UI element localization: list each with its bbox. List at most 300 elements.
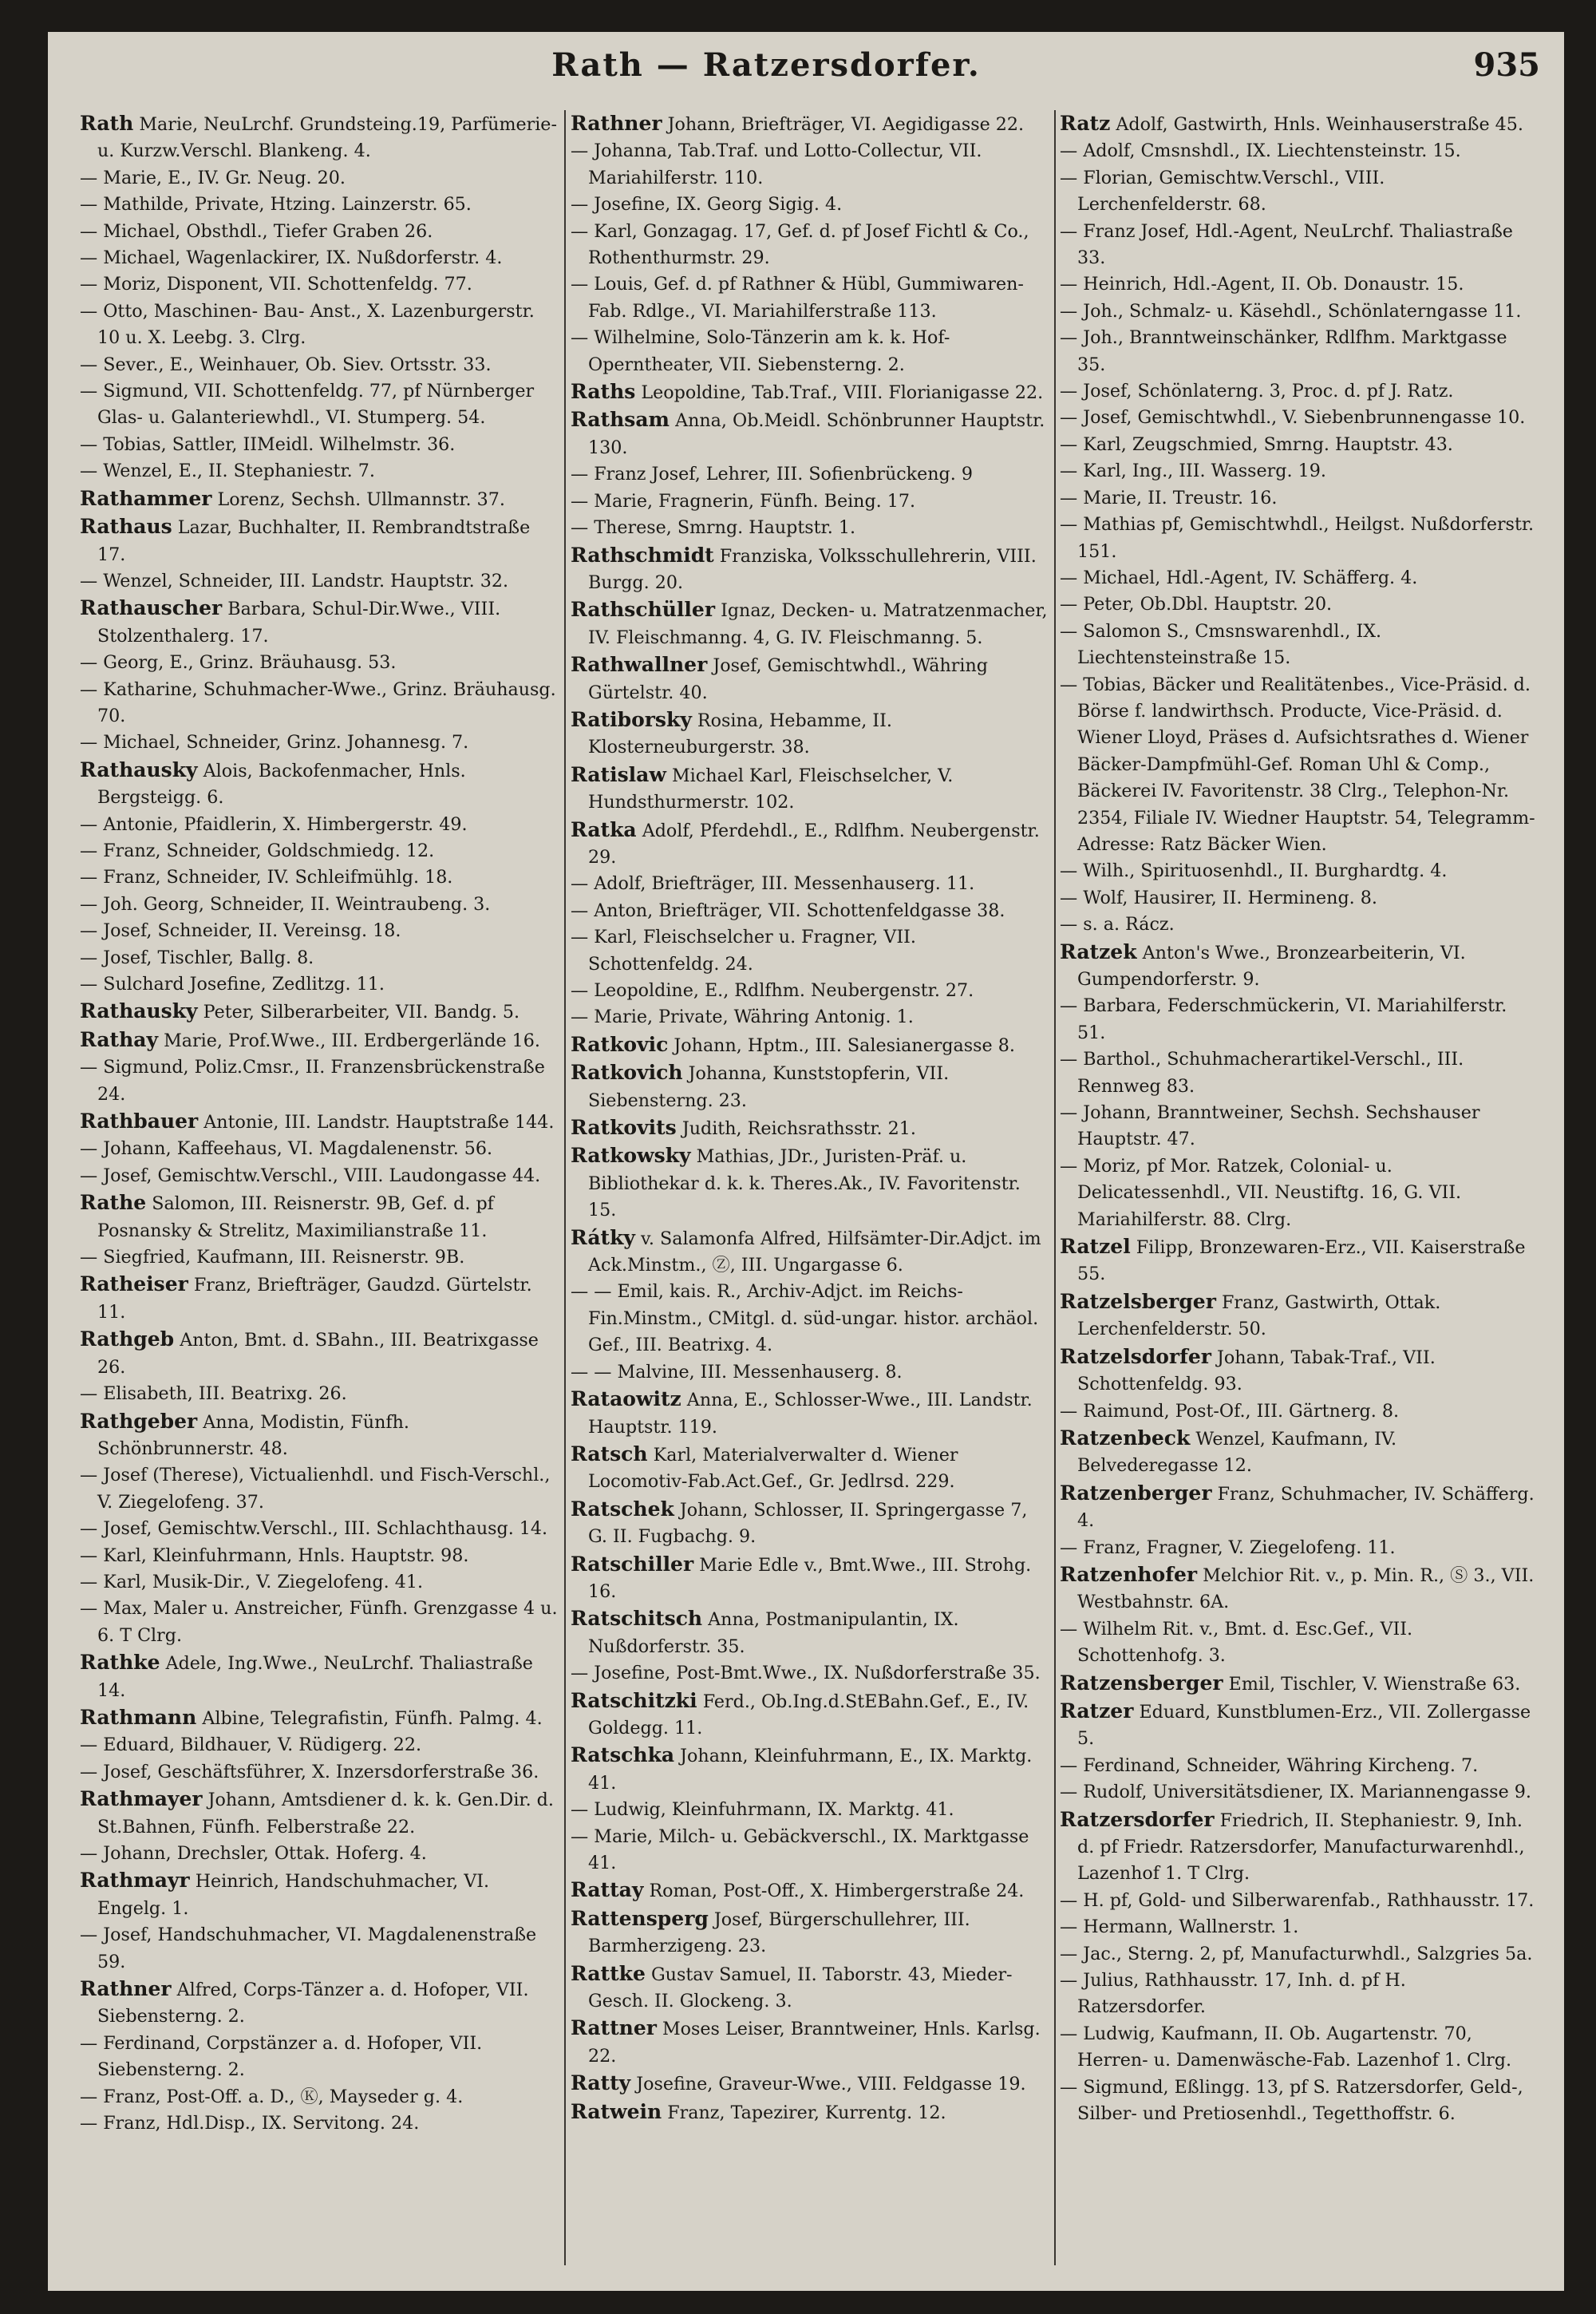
directory-entry — [80, 245, 559, 271]
directory-entry — [571, 192, 1049, 218]
directory-entry — [1060, 271, 1539, 298]
directory-entry — [571, 1687, 1049, 1742]
entry-text: Albine, Telegrafistin, Fünfh. Palmg. 4. — [202, 1707, 543, 1729]
entry-text: Franz, Gastwirth, Ottak. Lerchenfelderstr. 50. — [1077, 1291, 1441, 1340]
entry-text: Heinrich, Handschuhmacher, VI. Engelg. 1. — [97, 1871, 490, 1919]
entry-surname: Rathammer — [80, 486, 212, 510]
directory-entry — [80, 838, 559, 864]
entry-surname: Ratschitsch — [571, 1607, 703, 1631]
entry-surname: Ratkowsky — [571, 1144, 691, 1168]
directory-entry — [571, 1386, 1049, 1441]
directory-entry — [1060, 2021, 1539, 2075]
directory-entry — [571, 817, 1049, 872]
entry-text: — Ferdinand, Corpstänzer a. d. Hofoper, VII. Siebensterng. 2. — [80, 2032, 483, 2081]
directory-entry — [80, 1054, 559, 1108]
entry-text: Josefine, Graveur-Wwe., VIII. Feldgasse 19. — [636, 2074, 1026, 2095]
entry-text: — Michael, Wagenlackirer, IX. Nußdorferstr. 4. — [80, 247, 503, 269]
directory-entry — [571, 219, 1049, 272]
entry-text: Eduard, Kunstblumen-Erz., VII. Zollergasse 5. — [1077, 1701, 1531, 1750]
directory-entry — [80, 513, 559, 568]
directory-entry — [1060, 1616, 1539, 1670]
entry-text: — Julius, Rathhausstr. 17, Inh. d. pf H. Ratzersdorfer. — [1060, 1970, 1406, 2018]
entry-text: — Elisabeth, III. Beatrixg. 26. — [80, 1383, 347, 1405]
entry-text: — Marie, E., IV. Gr. Neug. 20. — [80, 167, 346, 188]
directory-entry — [571, 651, 1049, 706]
entry-text: — Louis, Gef. d. pf Rathner & Hübl, Gummiwaren-Fab. Rdlge., VI. Mariahilferstraße 113. — [571, 274, 1024, 322]
directory-entry — [1060, 1233, 1539, 1288]
entry-surname: Rathay — [80, 1027, 158, 1051]
directory-entry — [571, 110, 1049, 138]
directory-entry — [80, 271, 559, 298]
entry-surname: Rathauscher — [80, 596, 223, 620]
directory-entry — [1060, 939, 1539, 994]
directory-entry — [571, 924, 1049, 978]
entry-text: Lazar, Buchhalter, II. Rembrandtstraße 17. — [97, 517, 531, 565]
entry-text: — H. pf, Gold- und Silberwarenfab., Rathhausstr. 17. — [1060, 1889, 1535, 1911]
entry-text: — Josefine, IX. Georg Sigig. 4. — [571, 194, 843, 216]
entry-text: Leopoldine, Tab.Traf., VIII. Florianigasse 22. — [641, 382, 1044, 404]
entry-text: — Michael, Obsthdl., Tiefer Graben 26. — [80, 220, 433, 242]
entry-surname: Rathsam — [571, 408, 670, 432]
entry-text: Melchior Rit. v., p. Min. R., Ⓢ 3., VII. Westbahnstr. 6A. — [1077, 1564, 1535, 1613]
directory-entry — [80, 1136, 559, 1162]
directory-entry — [1060, 1046, 1539, 1100]
entry-text: Anna, Postmanipulantin, IX. Nußdorferstr. 35. — [588, 1609, 959, 1657]
column-1 — [80, 110, 559, 2273]
entry-surname: Rathaus — [80, 515, 172, 539]
entry-text: Adele, Ing.Wwe., NeuLrchf. Thaliastraße 14. — [97, 1653, 533, 1701]
entry-surname: Ratschka — [571, 1743, 675, 1767]
directory-entry — [571, 1441, 1049, 1496]
entry-surname: Ratzelsdorfer — [1060, 1344, 1211, 1368]
directory-entry — [571, 1114, 1049, 1142]
directory-entry — [1060, 458, 1539, 485]
directory-entry — [80, 1244, 559, 1271]
directory-entry — [1060, 565, 1539, 591]
entry-text: Adolf, Gastwirth, Hnls. Weinhauserstraße 45. — [1116, 114, 1523, 135]
directory-entry — [571, 406, 1049, 461]
page-number: 935 — [1473, 46, 1540, 84]
directory-entry — [1060, 405, 1539, 431]
directory-entry — [80, 945, 559, 971]
entry-text: Johann, Tabak-Traf., VII. Schottenfeldg. 93. — [1077, 1347, 1436, 1395]
directory-entry — [80, 1516, 559, 1542]
entry-surname: Ratsch — [571, 1442, 648, 1466]
entry-surname: Rathgeber — [80, 1409, 198, 1433]
entry-surname: Rattner — [571, 2016, 657, 2040]
entry-text: — Rudolf, Universitätsdiener, IX. Mariannengasse 9. — [1060, 1782, 1531, 1803]
entry-text: Josef, Bürgerschullehrer, III. Barmherzigeng. 23. — [588, 1909, 970, 1957]
directory-entry — [1060, 1561, 1539, 1616]
directory-entry — [1060, 1806, 1539, 1888]
entry-text: — Josefine, Post-Bmt.Wwe., IX. Nußdorferstraße 35. — [571, 1663, 1041, 1684]
entry-surname: Ratzersdorfer — [1060, 1807, 1215, 1831]
entry-text: — Tobias, Bäcker und Realitätenbes., Vice-Präsid. d. Börse f. landwirthsch. Producte, Vice-Präsid. d. Wiener Lloyd, Präses d. Aufsichtsrathes d. Wiener Bäcker-Dampfmühl-Gef. Roman Uhl & Comp., Bäckerei IV. Favoritenstr. 38 Clrg., Telephon-Nr. 2354, Filiale IV. Wiedner Hauptstr. 54, Telegramm-Adresse: Ratz Bäcker Wien. — [1060, 674, 1535, 855]
directory-entry — [571, 489, 1049, 515]
entry-text: Josef, Gemischtwhdl., Währing Gürtelstr. 40. — [588, 655, 988, 703]
entry-surname: Rath — [80, 112, 134, 135]
directory-entry — [1060, 1941, 1539, 1968]
entry-text: — Therese, Smrng. Hauptstr. 1. — [571, 517, 855, 539]
directory-entry — [1060, 2075, 1539, 2128]
directory-entry — [80, 1841, 559, 1867]
page-header — [48, 46, 1564, 94]
entry-surname: Ratislaw — [571, 762, 666, 786]
entry-text: — Karl, Ing., III. Wasserg. 19. — [1060, 461, 1326, 482]
directory-entry — [80, 1462, 559, 1516]
entry-text: — Wilh., Spirituosenhdl., II. Burghardtg. 4. — [1060, 860, 1448, 882]
entry-surname: Ratzenhofer — [1060, 1562, 1198, 1586]
directory-entry — [571, 2098, 1049, 2126]
directory-entry — [80, 650, 559, 676]
entry-surname: Ratwein — [571, 2099, 662, 2123]
entry-text: Johann, Briefträger, VI. Aegidigasse 22. — [667, 114, 1025, 135]
directory-entry — [571, 138, 1049, 192]
entry-surname: Rathke — [80, 1651, 160, 1675]
entry-text: — Hermann, Wallnerstr. 1. — [1060, 1916, 1299, 1938]
entry-text: Moses Leiser, Branntweiner, Hnls. Karlsg. 22. — [588, 2019, 1041, 2067]
column-2 — [571, 110, 1049, 2273]
entry-text: — Marie, Private, Währing Antonig. 1. — [571, 1007, 914, 1028]
directory-entry — [80, 757, 559, 812]
directory-entry — [80, 1596, 559, 1649]
entry-text: Lorenz, Sechsh. Ullmannstr. 37. — [217, 489, 505, 510]
entry-text: Ignaz, Decken- u. Matratzenmacher, IV. Fleischmanng. 4, G. IV. Fleischmanng. 5. — [588, 600, 1048, 648]
directory-entry — [571, 1059, 1049, 1114]
entry-surname: Rátky — [571, 1225, 635, 1249]
directory-entry — [1060, 378, 1539, 405]
entry-text: — Moriz, Disponent, VII. Schottenfeldg. 77. — [80, 274, 472, 295]
directory-entry — [571, 898, 1049, 924]
column-3 — [1060, 110, 1539, 2273]
entry-text: — Eduard, Bildhauer, V. Rüdigerg. 22. — [80, 1735, 422, 1756]
entry-text: — Karl, Musik-Dir., V. Ziegelofeng. 41. — [80, 1571, 424, 1592]
directory-entry — [1060, 325, 1539, 378]
directory-entry — [571, 1960, 1049, 2015]
directory-entry — [1060, 110, 1539, 138]
entry-text: — Siegfried, Kaufmann, III. Reisnerstr. 9B. — [80, 1247, 465, 1268]
entry-text: — Franz, Fragner, V. Ziegelofeng. 11. — [1060, 1537, 1396, 1558]
entry-surname: Ratz — [1060, 112, 1111, 135]
directory-entry — [1060, 1153, 1539, 1233]
entry-text: — Sigmund, Eßlingg. 13, pf S. Ratzersdorfer, Geld-, Silber- und Pretiosenhdl., Tegetthoffstr. 6. — [1060, 2076, 1523, 2125]
entry-text: — Florian, Gemischtw.Verschl., VIII. Lerchenfelderstr. 68. — [1060, 167, 1385, 216]
entry-surname: Ratschek — [571, 1497, 674, 1521]
entry-text: — Josef, Gemischtw.Verschl., III. Schlachthausg. 14. — [80, 1518, 548, 1540]
directory-entry — [571, 1224, 1049, 1280]
entry-surname: Rathmann — [80, 1705, 197, 1729]
entry-text: — Katharine, Schuhmacher-Wwe., Grinz. Bräuhausg. 70. — [80, 678, 556, 726]
entry-text: Johann, Amtsdiener d. k. k. Gen.Dir. d. St.Bahnen, Fünfh. Felberstraße 22. — [97, 1790, 554, 1837]
directory-entry — [571, 1496, 1049, 1551]
directory-entry — [80, 892, 559, 918]
entry-text: Gustav Samuel, II. Taborstr. 43, Mieder-Gesch. II. Glockeng. 3. — [588, 1964, 1013, 2012]
directory-entry — [80, 1922, 559, 1976]
entry-text: — Franz, Schneider, IV. Schleifmühlg. 18. — [80, 867, 453, 888]
directory-entry — [571, 378, 1049, 406]
directory-entry — [1060, 619, 1539, 672]
directory-entry — [571, 1797, 1049, 1823]
entry-text: — Barbara, Federschmückerin, VI. Mariahilferstr. 51. — [1060, 995, 1507, 1043]
entry-text: Ferd., Ob.Ing.d.StEBahn.Gef., E., IV. Goldegg. 11. — [588, 1691, 1029, 1738]
directory-entry — [80, 1649, 559, 1704]
entry-surname: Rattensperg — [571, 1906, 709, 1930]
entry-text: — Marie, II. Treustr. 16. — [1060, 487, 1278, 508]
entry-text: — Michael, Hdl.-Agent, IV. Schäfferg. 4. — [1060, 567, 1418, 588]
directory-entry — [1060, 432, 1539, 458]
entry-text: — s. a. Rácz. — [1060, 914, 1175, 935]
column-rule — [1054, 110, 1056, 2265]
entry-text: — Heinrich, Hdl.-Agent, II. Ob. Donaustr. 15. — [1060, 274, 1464, 295]
entry-text: Alfred, Corps-Tänzer a. d. Hofoper, VII. Siebensterng. 2. — [97, 1980, 529, 2027]
entry-text: — Marie, Milch- u. Gebäckverschl., IX. Marktgasse 41. — [571, 1825, 1029, 1873]
entry-surname: Rathausky — [80, 757, 198, 781]
entry-text: — Josef (Therese), Victualienhdl. und Fisch-Verschl., V. Ziegelofeng. 37. — [80, 1465, 551, 1513]
directory-entry — [571, 461, 1049, 488]
entry-text: — Otto, Maschinen- Bau- Anst., X. Lazenburgerstr. 10 u. X. Leebg. 3. Clrg. — [80, 300, 535, 349]
entry-text: — Franz, Schneider, Goldschmiedg. 12. — [80, 840, 435, 861]
entry-text: — Josef, Handschuhmacher, VI. Magdalenenstraße 59. — [80, 1924, 537, 1972]
directory-entry — [571, 978, 1049, 1004]
entry-text: Johann, Schlosser, II. Springergasse 7, G. II. Fugbachg. 9. — [588, 1499, 1028, 1548]
entry-surname: Ratzenbeck — [1060, 1426, 1191, 1450]
directory-entry — [571, 515, 1049, 541]
entry-surname: Rathe — [80, 1191, 147, 1215]
directory-entry — [1060, 1968, 1539, 2021]
directory-entry — [571, 1279, 1049, 1359]
entry-text: Marie Edle v., Bmt.Wwe., III. Strohg. 16. — [588, 1554, 1032, 1602]
directory-entry — [80, 918, 559, 944]
entry-text: — Franz Josef, Lehrer, III. Sofienbrückeng. 9 — [571, 464, 973, 485]
entry-text: v. Salamonfa Alfred, Hilfsämter-Dir.Adjct. im Ack.Minstm., Ⓩ, III. Ungargasse 6. — [588, 1228, 1041, 1276]
directory-entry — [1060, 672, 1539, 859]
directory-entry — [1060, 138, 1539, 164]
directory-entry — [571, 271, 1049, 325]
entry-text: — Josef, Schönlaterng. 3, Proc. d. pf J. Ratz. — [1060, 381, 1454, 402]
entry-text: — Sigmund, Poliz.Cmsr., II. Franzensbrückenstraße 24. — [80, 1057, 545, 1105]
entry-surname: Ratzer — [1060, 1699, 1134, 1723]
entry-surname: Rattke — [571, 1961, 646, 1985]
directory-entry — [80, 1867, 559, 1922]
entry-text: Emil, Tischler, V. Wienstraße 63. — [1228, 1673, 1521, 1695]
entry-text: — Peter, Ob.Dbl. Hauptstr. 20. — [1060, 594, 1333, 615]
directory-entry — [1060, 1480, 1539, 1535]
directory-entry — [571, 871, 1049, 897]
directory-entry — [571, 1004, 1049, 1030]
directory-entry — [80, 1543, 559, 1569]
entry-text: — Karl, Zeugschmied, Smrng. Hauptstr. 43. — [1060, 433, 1453, 455]
entry-text: — Josef, Geschäftsführer, X. Inzersdorferstraße 36. — [80, 1761, 539, 1782]
directory-entry — [80, 352, 559, 378]
entry-text: — Moriz, pf Mor. Ratzek, Colonial- u. Delicatessenhdl., VII. Neustiftg. 16, G. VII. Mariahilferstr. 88. Clrg. — [1060, 1155, 1462, 1230]
directory-entry — [80, 378, 559, 432]
directory-entry — [80, 110, 559, 165]
entry-text: — Mathias pf, Gemischtwhdl., Heilgst. Nußdorferstr. 151. — [1060, 514, 1535, 562]
entry-text: Franz, Briefträger, Gaudzd. Gürtelstr. 11. — [97, 1275, 532, 1323]
directory-entry — [571, 1551, 1049, 1606]
entry-surname: Rataowitz — [571, 1387, 681, 1411]
directory-entry — [80, 299, 559, 352]
entry-text: — Franz, Hdl.Disp., IX. Servitong. 24. — [80, 2113, 420, 2134]
directory-entry — [571, 1142, 1049, 1224]
entry-text: — Johann, Branntweiner, Sechsh. Sechshauser Hauptstr. 47. — [1060, 1102, 1480, 1150]
directory-entry — [80, 971, 559, 998]
entry-text: Marie, NeuLrchf. Grundsteing.19, Parfümerie- u. Kurzw.Verschl. Blankeng. 4. — [97, 114, 557, 162]
entry-text: — Josef, Tischler, Ballg. 8. — [80, 947, 314, 968]
entry-text: Karl, Materialverwalter d. Wiener Locomotiv-Fab.Act.Gef., Gr. Jedlrsd. 229. — [588, 1444, 958, 1493]
entry-text: — Wilhelmine, Solo-Tänzerin am k. k. Hof-Operntheater, VII. Siebensterng. 2. — [571, 327, 950, 375]
entry-text: Antonie, III. Landstr. Hauptstraße 144. — [203, 1112, 555, 1133]
directory-entry — [80, 192, 559, 218]
directory-entry — [1060, 1779, 1539, 1806]
directory-entry — [1060, 1288, 1539, 1343]
entry-text: — Joh., Schmalz- u. Käsehdl., Schönlaterngasse 11. — [1060, 300, 1522, 322]
entry-surname: Ratzensberger — [1060, 1671, 1223, 1695]
entry-surname: Rattay — [571, 1878, 644, 1902]
directory-entry — [80, 1381, 559, 1407]
entry-surname: Ratkovic — [571, 1032, 669, 1056]
directory-entry — [571, 1742, 1049, 1797]
entry-text: — Joh., Branntweinschänker, Rdlfhm. Marktgasse 35. — [1060, 327, 1507, 375]
directory-entry — [1060, 1398, 1539, 1425]
directory-entry — [571, 1660, 1049, 1687]
entry-text: — Joh. Georg, Schneider, II. Weintraubeng. 3. — [80, 893, 491, 915]
entry-text: — Ludwig, Kaufmann, II. Ob. Augartenstr. 70, Herren- u. Damenwäsche-Fab. Lazenhof 1. Clrg. — [1060, 2023, 1512, 2071]
entry-text: Alois, Backofenmacher, Hnls. Bergsteigg. 6. — [97, 760, 466, 809]
entry-text: — Wenzel, E., II. Stephaniestr. 7. — [80, 461, 375, 482]
entry-surname: Ratzek — [1060, 939, 1137, 963]
entry-text: Filipp, Bronzewaren-Erz., VII. Kaiserstraße 55. — [1077, 1237, 1526, 1285]
directory-entry — [571, 1824, 1049, 1877]
entry-text: — Johanna, Tab.Traf. und Lotto-Collectur, VII. Mariahilferstr. 110. — [571, 140, 982, 188]
directory-entry — [571, 542, 1049, 597]
directory-entry — [80, 165, 559, 192]
entry-text: — Josef, Gemischtwhdl., V. Siebenbrunnengasse 10. — [1060, 407, 1526, 429]
directory-entry — [1060, 591, 1539, 618]
entry-text: — Johann, Kaffeehaus, VI. Magdalenenstr. 56. — [80, 1138, 493, 1160]
directory-entry — [80, 2031, 559, 2084]
directory-entry — [80, 677, 559, 730]
directory-entry — [80, 1408, 559, 1463]
entry-text: Johann, Hptm., III. Salesianergasse 8. — [674, 1034, 1015, 1056]
directory-entry — [80, 864, 559, 891]
entry-surname: Ratheiser — [80, 1272, 188, 1296]
directory-entry — [1060, 1698, 1539, 1753]
entry-text: Barbara, Schul-Dir.Wwe., VIII. Stolzenthalerg. 17. — [97, 599, 501, 647]
entry-surname: Ratschitzki — [571, 1688, 697, 1712]
entry-text: Roman, Post-Off., X. Himbergerstraße 24. — [649, 1881, 1025, 1902]
entry-text: Wenzel, Kaufmann, IV. Belvederegasse 12. — [1077, 1428, 1397, 1477]
directory-entry — [80, 1732, 559, 1758]
directory-entry — [1060, 485, 1539, 512]
directory-entry — [80, 1108, 559, 1136]
directory-entry — [571, 1359, 1049, 1386]
directory-entry — [1060, 885, 1539, 912]
entry-surname: Rathmayer — [80, 1787, 203, 1811]
directory-entry — [80, 1704, 559, 1732]
directory-entry — [571, 1905, 1049, 1960]
entry-text: — Wilhelm Rit. v., Bmt. d. Esc.Gef., VII. Schottenhofg. 3. — [1060, 1618, 1413, 1667]
directory-entry — [571, 2070, 1049, 2098]
entry-text: — Antonie, Pfaidlerin, X. Himbergerstr. 49. — [80, 813, 468, 835]
entry-text: Johann, Kleinfuhrmann, E., IX. Marktg. 41. — [588, 1746, 1033, 1794]
directory-entry — [1060, 512, 1539, 565]
entry-text: — Jac., Sterng. 2, pf, Manufacturwhdl., Salzgries 5a. — [1060, 1943, 1533, 1964]
entry-text: — Anton, Briefträger, VII. Schottenfeldgasse 38. — [571, 900, 1005, 921]
directory-entry — [80, 1786, 559, 1841]
directory-entry — [80, 1189, 559, 1244]
directory-entry — [80, 1271, 559, 1326]
directory-entry — [1060, 1100, 1539, 1153]
directory-entry — [80, 1326, 559, 1381]
directory-entry — [80, 568, 559, 595]
directory-entry — [1060, 1914, 1539, 1940]
directory-entry — [80, 458, 559, 485]
column-rule — [564, 110, 566, 2265]
entry-text: — Salomon S., Cmsnswarenhdl., IX. Liechtensteinstraße 15. — [1060, 620, 1382, 669]
directory-entry — [1060, 1753, 1539, 1779]
entry-surname: Ratschiller — [571, 1552, 694, 1576]
directory-entry — [80, 485, 559, 513]
entry-text: Salomon, III. Reisnerstr. 9B, Gef. d. pf Posnansky & Strelitz, Maximilianstraße 11. — [97, 1193, 494, 1241]
directory-entry — [1060, 299, 1539, 325]
entry-surname: Ratka — [571, 817, 637, 841]
entry-surname: Rathner — [80, 1977, 172, 2001]
directory-entry — [1060, 1425, 1539, 1480]
entry-text: — Johann, Drechsler, Ottak. Hoferg. 4. — [80, 1843, 427, 1864]
entry-text: Adolf, Pferdehdl., E., Rdlfhm. Neubergenstr. 29. — [588, 820, 1040, 868]
entry-text: — Adolf, Briefträger, III. Messenhauserg. 11. — [571, 873, 975, 895]
directory-entry — [571, 1605, 1049, 1660]
entry-surname: Rathschüller — [571, 598, 715, 622]
directory-entry — [1060, 1535, 1539, 1561]
entry-text: — Adolf, Cmsnshdl., IX. Liechtensteinstr. 15. — [1060, 140, 1461, 162]
entry-text: — Wenzel, Schneider, III. Landstr. Hauptstr. 32. — [80, 570, 508, 591]
entry-text: — Sever., E., Weinhauer, Ob. Siev. Ortsstr. 33. — [80, 354, 492, 375]
entry-text: — Karl, Kleinfuhrmann, Hnls. Hauptstr. 98. — [80, 1545, 469, 1566]
entry-surname: Ratty — [571, 2071, 631, 2095]
directory-page — [48, 32, 1564, 2291]
entry-text: — Ferdinand, Schneider, Währing Kircheng. 7. — [1060, 1754, 1479, 1776]
running-title: Rath — Ratzersdorfer. — [551, 46, 981, 84]
entry-surname: Rathbauer — [80, 1110, 199, 1133]
entry-surname: Raths — [571, 380, 636, 404]
entry-text: Anton, Bmt. d. SBahn., III. Beatrixgasse 26. — [97, 1330, 539, 1378]
entry-surname: Ratiborsky — [571, 707, 692, 731]
entry-text: Johanna, Kunststopferin, VII. Siebensterng. 23. — [588, 1063, 950, 1111]
entry-text: — Marie, Fragnerin, Fünfh. Being. 17. — [571, 490, 916, 512]
entry-text: — Karl, Fleischselcher u. Fragner, VII. Schottenfeldg. 24. — [571, 927, 916, 975]
entry-surname: Rathschmidt — [571, 543, 714, 567]
entry-text: — Ludwig, Kleinfuhrmann, IX. Marktg. 41. — [571, 1799, 954, 1821]
entry-surname: Rathgeb — [80, 1327, 175, 1351]
entry-text: — Josef, Gemischtw.Verschl., VIII. Laudongasse 44. — [80, 1165, 541, 1186]
entry-text: — Sulchard Josefine, Zedlitzg. 11. — [80, 974, 385, 995]
entry-text: — Wolf, Hausirer, II. Hermineng. 8. — [1060, 887, 1377, 908]
directory-entry — [571, 325, 1049, 378]
entry-text: — Franz Josef, Hdl.-Agent, NeuLrchf. Thaliastraße 33. — [1060, 220, 1513, 269]
directory-entry — [80, 595, 559, 650]
directory-entry — [1060, 912, 1539, 938]
entry-text: Friedrich, II. Stephaniestr. 9, Inh. d. pf Friedr. Ratzersdorfer, Manufacturwarenhdl., Lazenhof 1. T Clrg. — [1077, 1810, 1525, 1885]
entry-text: Franz, Tapezirer, Kurrentg. 12. — [667, 2102, 946, 2123]
directory-entry — [1060, 165, 1539, 219]
entry-text: — Franz, Post-Off. a. D., Ⓚ, Mayseder g. 4. — [80, 2086, 464, 2107]
directory-entry — [1060, 858, 1539, 884]
directory-entry — [80, 812, 559, 838]
directory-entry — [1060, 1670, 1539, 1698]
directory-entry — [1060, 993, 1539, 1046]
